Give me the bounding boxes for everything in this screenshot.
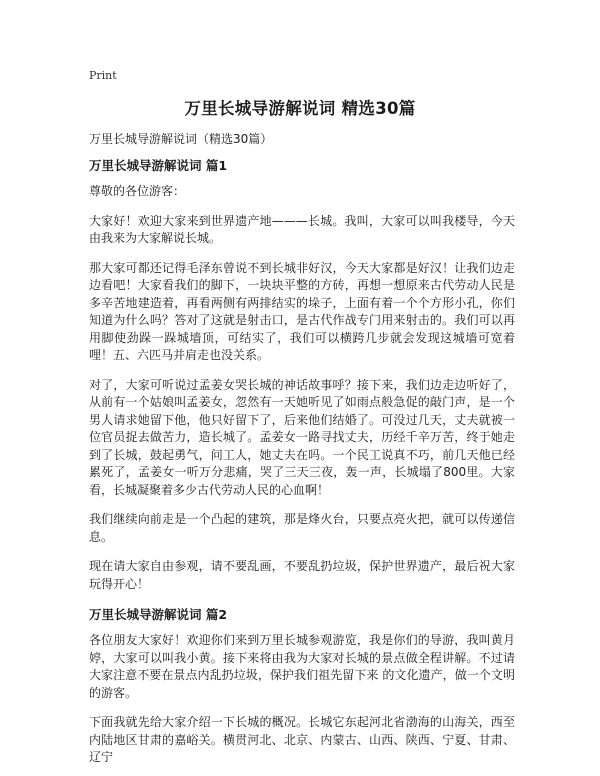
section-2 (89, 605, 515, 767)
paragraph: 我们继续向前走是一个凸起的建筑，那是烽火台，只要点亮火把，就可以传递信息。 (89, 512, 515, 544)
paragraph: 现在请大家自由参观，请不要乱画，不要乱扔垃圾，保护世界遗产，最后祝大家玩得开心！ (89, 559, 515, 591)
paragraph: 对了，大家可听说过孟姜女哭长城的神话故事呼？接下来，我们边走边听好了，从前有一个姑娘叫孟姜女，忽然有一天她听见了如雨点般急促的敲门声，是一个男人请求她留下他，他只好留下了，后来他们结婚了。可没过几天，丈夫就被一位官员捉去做苦力，造长城了。孟姜女一路寻找丈夫，历经千辛万苦，终于她走到了长城，鼓起勇气，问工人，她丈夫在吗。一个民工说真不巧，前几天他已经累死了，孟姜女一听万分悲痛，哭了三天三夜，轰一声，长城塌了800里。大家看，长城凝聚着多少古代劳动人民的心血啊！ (89, 377, 515, 497)
paragraph: 下面我就先给大家介绍一下长城的概况。长城它东起河北省渤海的山海关，西至内陆地区甘肃的嘉峪关。横贯河北、北京、内蒙古、山西、陕西、宁夏、甘肃、辽宁 (89, 715, 515, 764)
document-title: 万里长城导游解说词 精选30篇 (184, 99, 416, 118)
print-link[interactable]: Print (89, 69, 117, 82)
section-heading: 万里长城导游解说词 篇1 (89, 158, 228, 173)
paragraph: 尊敬的各位游客： (89, 184, 186, 198)
section-1 (89, 156, 515, 593)
paragraph: 各位朋友大家好！欢迎你们来到万里长城参观游览，我是你们的导游，我叫黄月婷，大家可以叫我小黄。接下来将由我为大家对长城的景点做全程讲解。不过请大家注意不要在景点内乱扔垃圾，保护我们祖先留下来 的文化遗产，做一个文明的游客。 (89, 633, 515, 700)
paragraph: 那大家可都还记得毛泽东曾说不到长城非好汉，今天大家都是好汉！让我们边走边看吧！大家看我们的脚下，一块块平整的方砖，再想一想原来古代劳动人民是多辛苦地建造着，再看两侧有两排结实的垛子，上面有着一个个方形小孔，你们知道为什么吗？答对了这就是射击口，是古代作战专门用来射击的。我们可以再用脚使劲跺一跺城墙顶，可结实了，我们可以横跨几步就会发现这城墙可宽着哩！五、六匹马并肩走也没关系。 (89, 260, 515, 362)
document-content (89, 130, 515, 776)
section-heading: 万里长城导游解说词 篇2 (89, 607, 228, 622)
paragraph: 大家好！欢迎大家来到世界遗产地———长城。我叫，大家可以叫我楼导，今天由我来为大家解说长城。 (89, 213, 515, 245)
document-subtitle: 万里长城导游解说词（精选30篇） (89, 132, 273, 146)
